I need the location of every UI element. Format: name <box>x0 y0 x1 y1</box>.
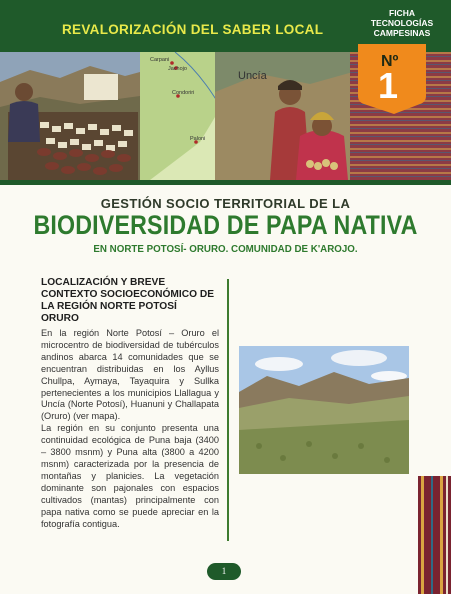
map-label-uncia: Uncía <box>238 70 267 82</box>
vertical-rule <box>227 279 229 541</box>
section-heading-line-4: ORURO <box>41 313 79 324</box>
map-label-jachojo: Jachojo <box>168 66 187 72</box>
subtitle: GESTIÓN SOCIO TERRITORIAL DE LA <box>100 196 351 211</box>
ficha-label <box>358 8 446 38</box>
ficha-line-1: FICHA <box>389 8 415 18</box>
page-number: 1 <box>221 566 227 576</box>
section-heading-line-3: LA REGIÓN NORTE POTOSÍ <box>41 301 177 312</box>
textile-decoration <box>418 476 451 594</box>
section-heading-line-1: LOCALIZACIÓN Y BREVE <box>41 277 166 288</box>
header-title: REVALORIZACIÓN DEL SABER LOCAL <box>62 22 324 37</box>
number-value: 1 <box>378 65 399 106</box>
map-label-carpani: Carpani <box>150 57 170 63</box>
body-text <box>41 328 219 530</box>
paragraph-1: En la región Norte Potosí – Oruro el microcentro de biodiversidad de tubérculos andinos abarca 14 comunidades que se encuentran distribuidas en los Ayllus Chullpa, Aymaya, Tayaquira y Sullka pertenecientes a los municipios Llallagua y Uncía (Norte Potosí), Huanuni y Challapata (Oruro) (ver mapa). <box>41 328 219 422</box>
paragraph-2: La región en su conjunto presenta una continuidad ecológica de Puna baja (3400 – 3800 msnm) y Puna alta (3800 a 4200 msnm) caracterizada por la presencia de montañas y planicies. La vegetación dominante son pajonales con espacios cultivados (mantas) principalmente con papa nativa como se puede apreciar en la fotografía contigua. <box>41 423 219 529</box>
landscape-photo <box>239 346 409 474</box>
number-label: Nº <box>381 53 399 70</box>
section-heading-line-2: CONTEXTO SOCIOECONÓMICO DE <box>41 289 215 300</box>
ficha-line-3: CAMPESINAS <box>373 28 431 38</box>
divider-band <box>0 180 451 185</box>
section-heading <box>41 277 221 325</box>
map-label-condoriri: Condoriri <box>172 90 195 96</box>
main-title: BIODIVERSIDAD DE PAPA NATIVA <box>33 210 418 240</box>
map-label-paloni: Paloni <box>190 136 206 142</box>
ficha-line-2: TECNOLOGÍAS <box>370 18 434 28</box>
place-subtitle: EN NORTE POTOSÍ- ORURO. COMUNIDAD DE K'AROJO. <box>93 243 358 255</box>
